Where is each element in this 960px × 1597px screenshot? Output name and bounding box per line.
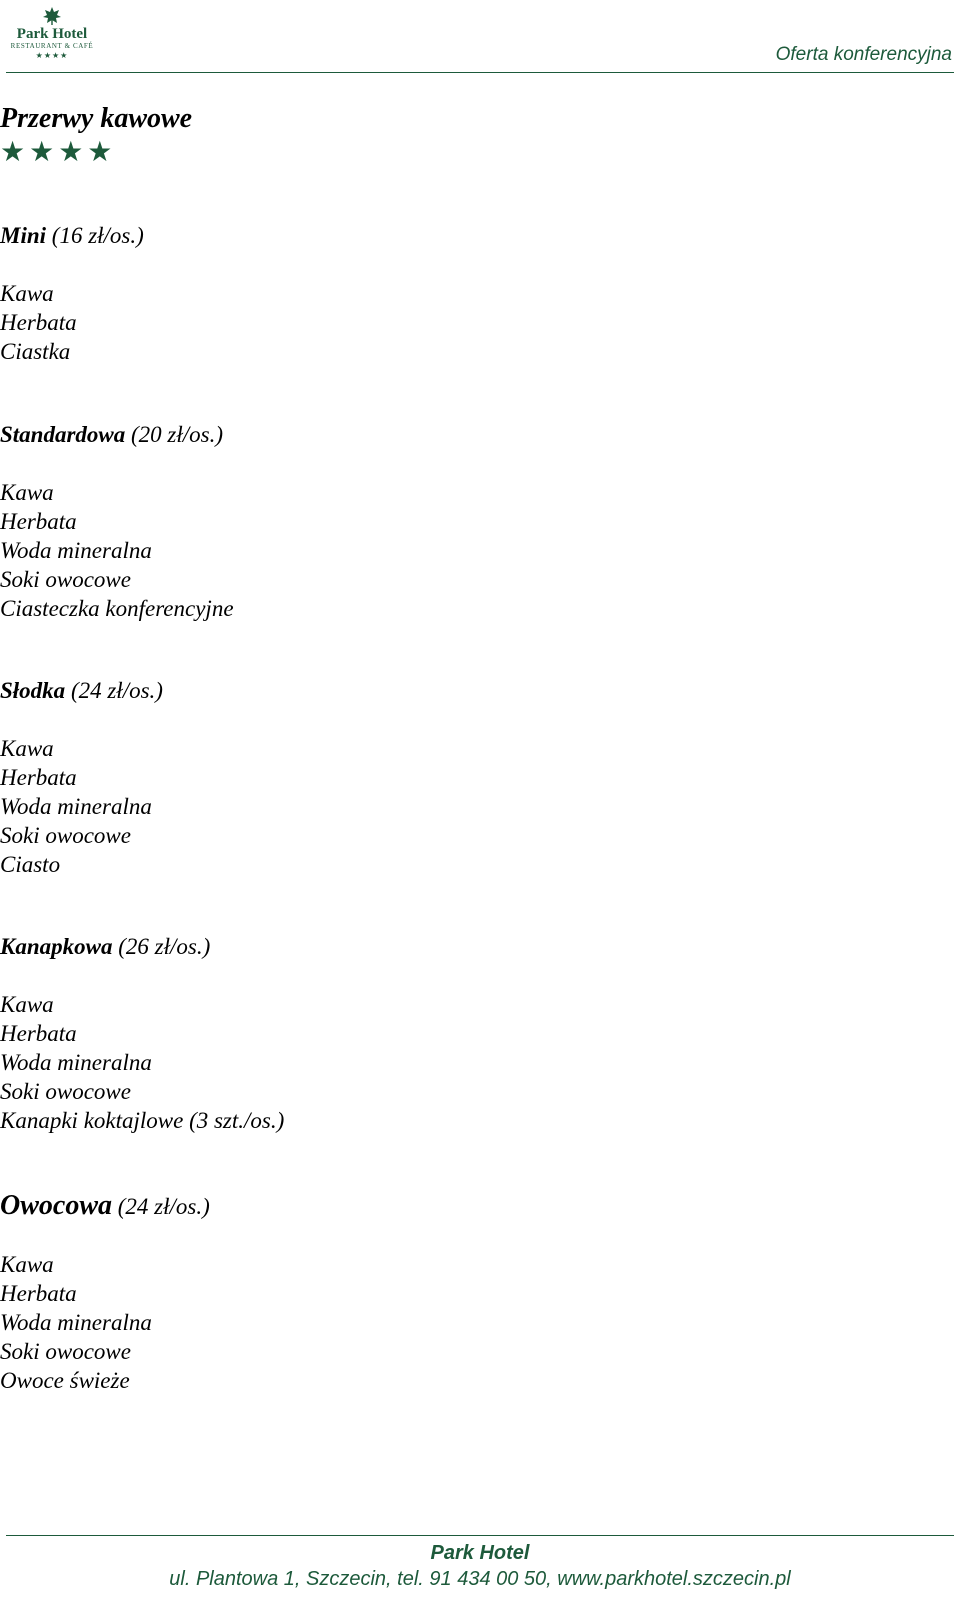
list-item: Soki owocowe bbox=[0, 1079, 131, 1104]
list-item: Ciasto bbox=[0, 852, 61, 877]
section-heading-kanapkowa bbox=[0, 933, 960, 961]
header-divider bbox=[6, 72, 954, 73]
list-item: Soki owocowe bbox=[0, 567, 131, 592]
logo-subtitle: RESTAURANT & CAFÉ bbox=[10, 42, 94, 50]
list-item: Kawa bbox=[0, 281, 54, 306]
list-item: Kanapki koktajlowe (3 szt./os.) bbox=[0, 1108, 285, 1133]
section-name: Owocowa bbox=[0, 1190, 112, 1221]
page-title: Przerwy kawowe bbox=[0, 103, 193, 134]
footer-address: ul. Plantowa 1, Szczecin, tel. 91 434 00 50, www.parkhotel.szczecin.pl bbox=[169, 1568, 791, 1590]
list-item: Herbata bbox=[0, 765, 77, 790]
section-price: (16 zł/os.) bbox=[51, 223, 144, 248]
section-name: Kanapkowa bbox=[0, 934, 113, 959]
section-price: (20 zł/os.) bbox=[131, 422, 224, 447]
list-item: Ciastka bbox=[0, 339, 71, 364]
list-item: Soki owocowe bbox=[0, 823, 131, 848]
section-items-slodka bbox=[0, 734, 960, 879]
section-name: Mini bbox=[0, 223, 47, 248]
section-heading-slodka bbox=[0, 677, 960, 705]
footer-hotel-name: Park Hotel bbox=[430, 1542, 530, 1564]
list-item: Owoce świeże bbox=[0, 1368, 130, 1393]
section-name: Standardowa bbox=[0, 422, 126, 447]
list-item: Woda mineralna bbox=[0, 1310, 152, 1335]
list-item: Soki owocowe bbox=[0, 1339, 131, 1364]
list-item: Herbata bbox=[0, 1281, 77, 1306]
rating-stars: ★★★★ bbox=[0, 137, 117, 168]
page-header bbox=[0, 0, 960, 76]
footer-divider bbox=[6, 1535, 954, 1536]
list-item: Herbata bbox=[0, 310, 77, 335]
header-title: Oferta konferencyjna bbox=[775, 44, 952, 65]
list-item: Kawa bbox=[0, 1252, 54, 1277]
list-item: Woda mineralna bbox=[0, 538, 152, 563]
section-items-standardowa bbox=[0, 478, 960, 623]
list-item: Herbata bbox=[0, 509, 77, 534]
section-heading-owocowa bbox=[0, 1192, 960, 1221]
section-items-mini bbox=[0, 279, 960, 366]
logo-name: Park Hotel bbox=[16, 26, 88, 42]
list-item: Kawa bbox=[0, 992, 54, 1017]
logo-stars: ★★★★ bbox=[35, 51, 69, 60]
list-item: Woda mineralna bbox=[0, 1050, 152, 1075]
section-heading-mini bbox=[0, 222, 960, 250]
section-name: Słodka bbox=[0, 678, 66, 703]
section-heading-standardowa bbox=[0, 421, 960, 449]
section-price: (26 zł/os.) bbox=[118, 934, 211, 959]
list-item: Kawa bbox=[0, 480, 54, 505]
leaf-icon bbox=[42, 6, 62, 26]
list-item: Woda mineralna bbox=[0, 794, 152, 819]
section-items-kanapkowa bbox=[0, 990, 960, 1135]
section-price: (24 zł/os.) bbox=[70, 678, 163, 703]
list-item: Herbata bbox=[0, 1021, 77, 1046]
park-hotel-logo bbox=[10, 6, 94, 60]
section-items-owocowa bbox=[0, 1250, 960, 1395]
list-item: Ciasteczka konferencyjne bbox=[0, 596, 234, 621]
list-item: Kawa bbox=[0, 736, 54, 761]
section-price: (24 zł/os.) bbox=[117, 1194, 210, 1219]
